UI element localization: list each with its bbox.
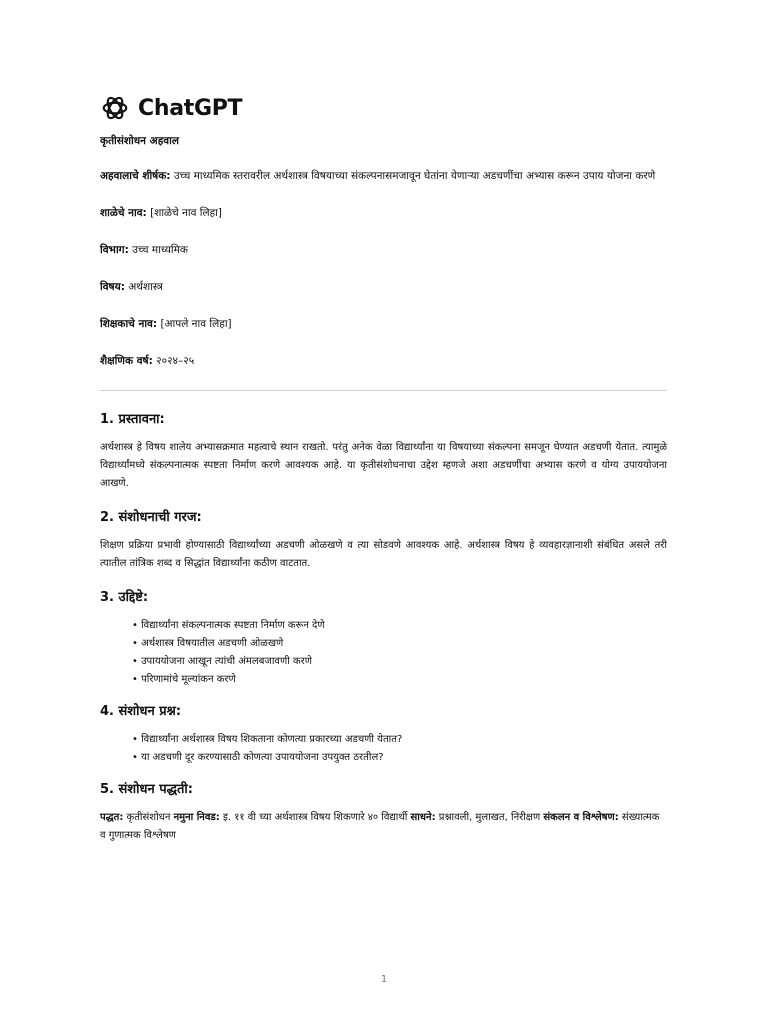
method-label: पद्धत:	[100, 812, 124, 823]
sample-label: नमुना निवड:	[173, 812, 220, 823]
teacher-name-value: [आपले नाव लिहा]	[160, 318, 232, 330]
teacher-name-row	[100, 316, 667, 333]
analysis-label: संकलन व विश्लेषण:	[543, 812, 619, 823]
academic-year-value: २०२४–२५	[156, 355, 195, 367]
tools-label: साधने:	[410, 812, 436, 823]
analysis-value: संख्यात्मक व गुणात्मक विश्लेषण	[100, 812, 660, 841]
teacher-name-label: शिक्षकाचे नाव:	[100, 318, 158, 330]
division-value: उच्च माध्यमिक	[132, 244, 188, 256]
page-number: 1	[380, 974, 388, 985]
report-title-label: अहवालाचे शीर्षक:	[100, 170, 171, 182]
list-item: • विद्यार्थ्यांना संकल्पनात्मक स्पष्टता निर्माण करून देणे	[132, 617, 667, 635]
subject-row	[100, 279, 667, 296]
list-item: • अर्थशास्त्र विषयातील अडचणी ओळखणे	[132, 635, 667, 653]
academic-year-row	[100, 353, 667, 370]
list-item: • उपाययोजना आखून त्यांची अंमलबजावणी करणे	[132, 653, 667, 671]
section-methodology-title: 5. संशोधन पद्धती:	[100, 782, 193, 797]
report-title-value: उच्च माध्यमिक स्तरावरील अर्थशास्त्र विषयाच्या संकल्पनासमजावून घेतांना येणाऱ्या अडचणींचा अभ्यास करून उपाय योजना करणे	[173, 170, 656, 182]
sample-value: इ. ११ वी च्या अर्थशास्त्र विषय शिकणारे ४० विद्यार्थी	[219, 812, 411, 823]
openai-logo-icon	[100, 93, 130, 123]
objectives-list	[100, 617, 667, 689]
section-need-body: शिक्षण प्रक्रिया प्रभावी होण्यासाठी विद्यार्थ्यांच्या अडचणी ओळखणे व त्या सोडवणे आवश्यक आहे. अर्थशास्त्र विषय हे व्यवहारज्ञानाशी संबंधित असले तरी त्यातील तांत्रिक शब्द व सिद्धांत विद्यार्थ्यांना कठीण वाटतात.	[100, 540, 667, 569]
section-questions-title: 4. संशोधन प्रश्न:	[100, 704, 182, 719]
section-introduction-body: अर्थशास्त्र हे विषय शालेय अभ्यासक्रमात महत्वाचे स्थान राखतो. परंतु अनेक वेळा विद्यार्थ्यांना या विषयाच्या संकल्पना समजून घेण्यात अडचणी येतात. त्यामुळे विद्यार्थ्यांमध्ये संकल्पनात्मक स्पष्टता निर्माण करणे आवश्यक आहे. या कृतीसंशोधनाचा उद्देश म्हणजे अशा अडचणींचा अभ्यास करणे व योग्य उपाययोजना आखणे.	[100, 442, 667, 489]
document-content	[100, 92, 667, 845]
list-item: • विद्यार्थ्यांना अर्थशास्त्र विषय शिकताना कोणत्या प्रकारच्या अडचणी येतात?	[132, 731, 667, 749]
school-name-row	[100, 205, 667, 222]
subject-label: विषय:	[100, 281, 125, 293]
brand-header	[100, 92, 667, 124]
section-introduction-title: 1. प्रस्तावना:	[100, 412, 165, 427]
list-item: • या अडचणी दूर करण्यासाठी कोणत्या उपाययोजना उपयुक्त ठरतील?	[132, 749, 667, 767]
school-name-label: शाळेचे नाव:	[100, 207, 147, 219]
section-need-title: 2. संशोधनाची गरज:	[100, 510, 202, 525]
report-title-row	[100, 168, 667, 185]
method-value: कृतीसंशोधन	[123, 812, 174, 823]
research-questions-list	[100, 731, 667, 767]
school-name-value: [शाळेचे नाव लिहा]	[150, 207, 222, 219]
list-item: • परिणामांचे मूल्यांकन करणे	[132, 671, 667, 689]
document-type: कृतीसंशोधन अहवाल	[100, 135, 179, 147]
brand-name: ChatGPT	[138, 95, 243, 121]
tools-value: प्रश्नावली, मुलाखत, निरीक्षण	[435, 812, 544, 823]
academic-year-label: शैक्षणिक वर्ष:	[100, 355, 153, 367]
division-label: विभाग:	[100, 244, 129, 256]
subject-value: अर्थशास्त्र	[128, 281, 163, 293]
section-objectives-title: 3. उद्दिष्टे:	[100, 590, 149, 605]
methodology-body	[100, 809, 667, 845]
section-divider	[100, 390, 667, 391]
division-row	[100, 242, 667, 259]
